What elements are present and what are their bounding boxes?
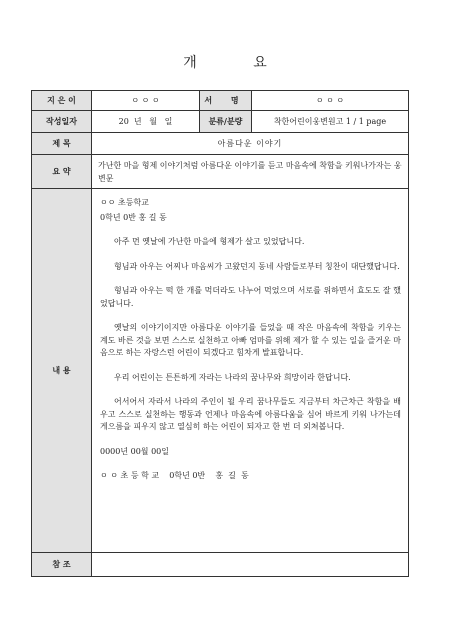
content-label: 내 용 (32, 189, 92, 553)
paragraph-5: 우리 어린이는 튼튼하게 자라는 나라의 꿈나무와 희망이라 한답니다. (114, 372, 351, 382)
paragraph-6: 어서어서 자라서 나라의 주인이 될 우리 꿈나무들도 지금부터 차근차근 착함을 배우고 스스로 실천하는 행동과 언제나 마음속에 아름다움을 심어 바르게 키워 나가는데 게으름을 피우지 않고 열심히 하는 어린이 되자고 한 번 더 외쳐봅니다. (100, 397, 401, 431)
paragraph-3: 형님과 아우는 떡 한 개를 먹더라도 나누어 먹었으며 서로를 위하면서 효도도 잘 했었답니다. (100, 286, 401, 308)
date-label: 작성일자 (32, 111, 92, 133)
paragraph-4: 옛날의 이야기이지만 아름다운 이야기를 들었을 때 작은 마음속에 착함을 키우는 계도 바른 것을 보면 스스로 실천하고 아빠 엄마를 위해 제가 할 수 있는 일을 즐거운 마음으로 하는 자랑스런 어린이 되겠다고 힘차게 발표합니다. (100, 323, 401, 357)
author-label: 지 은 이 (32, 91, 92, 111)
reference-label: 참 조 (32, 553, 92, 577)
subject-label: 제 목 (32, 133, 92, 155)
reference-row (32, 553, 409, 577)
date-value: 20 년 월 일 (92, 111, 200, 133)
summary-row (32, 155, 409, 189)
date-row (32, 111, 409, 133)
author-value: ㅇ ㅇ ㅇ (92, 91, 200, 111)
paragraph-1: 아주 먼 옛날에 가난한 마을에 형제가 살고 있었답니다. (114, 237, 305, 246)
reference-value (92, 553, 409, 577)
school-line: ㅇㅇ 초등학교 (100, 198, 149, 207)
subject-value: 아름다운 이야기 (92, 133, 409, 155)
student-line: 0학년 0반 홍 길 동 (100, 212, 167, 222)
summary-form (31, 90, 409, 577)
summary-value: 가난한 마을 형제 이야기처럼 아름다운 이야기를 듣고 마음속에 착함을 키워나가자는 웅변문 (92, 155, 409, 189)
category-label: 분류/분량 (200, 111, 252, 133)
author-row (32, 91, 409, 111)
summary-label: 요 약 (32, 155, 92, 189)
content-body (92, 189, 409, 553)
signature-line: ㅇ ㅇ 초 등 학 교 0학년 0반 홍 길 동 (100, 471, 249, 480)
page-title: 개 요 (183, 55, 293, 71)
subject-row (32, 133, 409, 155)
category-value: 착한어린이웅변원고 1 / 1 page (252, 111, 409, 133)
reviewer-label: 서 명 (200, 91, 252, 111)
paragraph-2: 형님과 아우는 어찌나 마음씨가 고왔던지 동네 사람들로부터 칭찬이 대단했답니다. (114, 261, 400, 271)
reviewer-value: ㅇ ㅇ ㅇ (252, 91, 409, 111)
content-row (32, 189, 409, 553)
date-line: 0000년 00월 00일 (100, 446, 169, 456)
